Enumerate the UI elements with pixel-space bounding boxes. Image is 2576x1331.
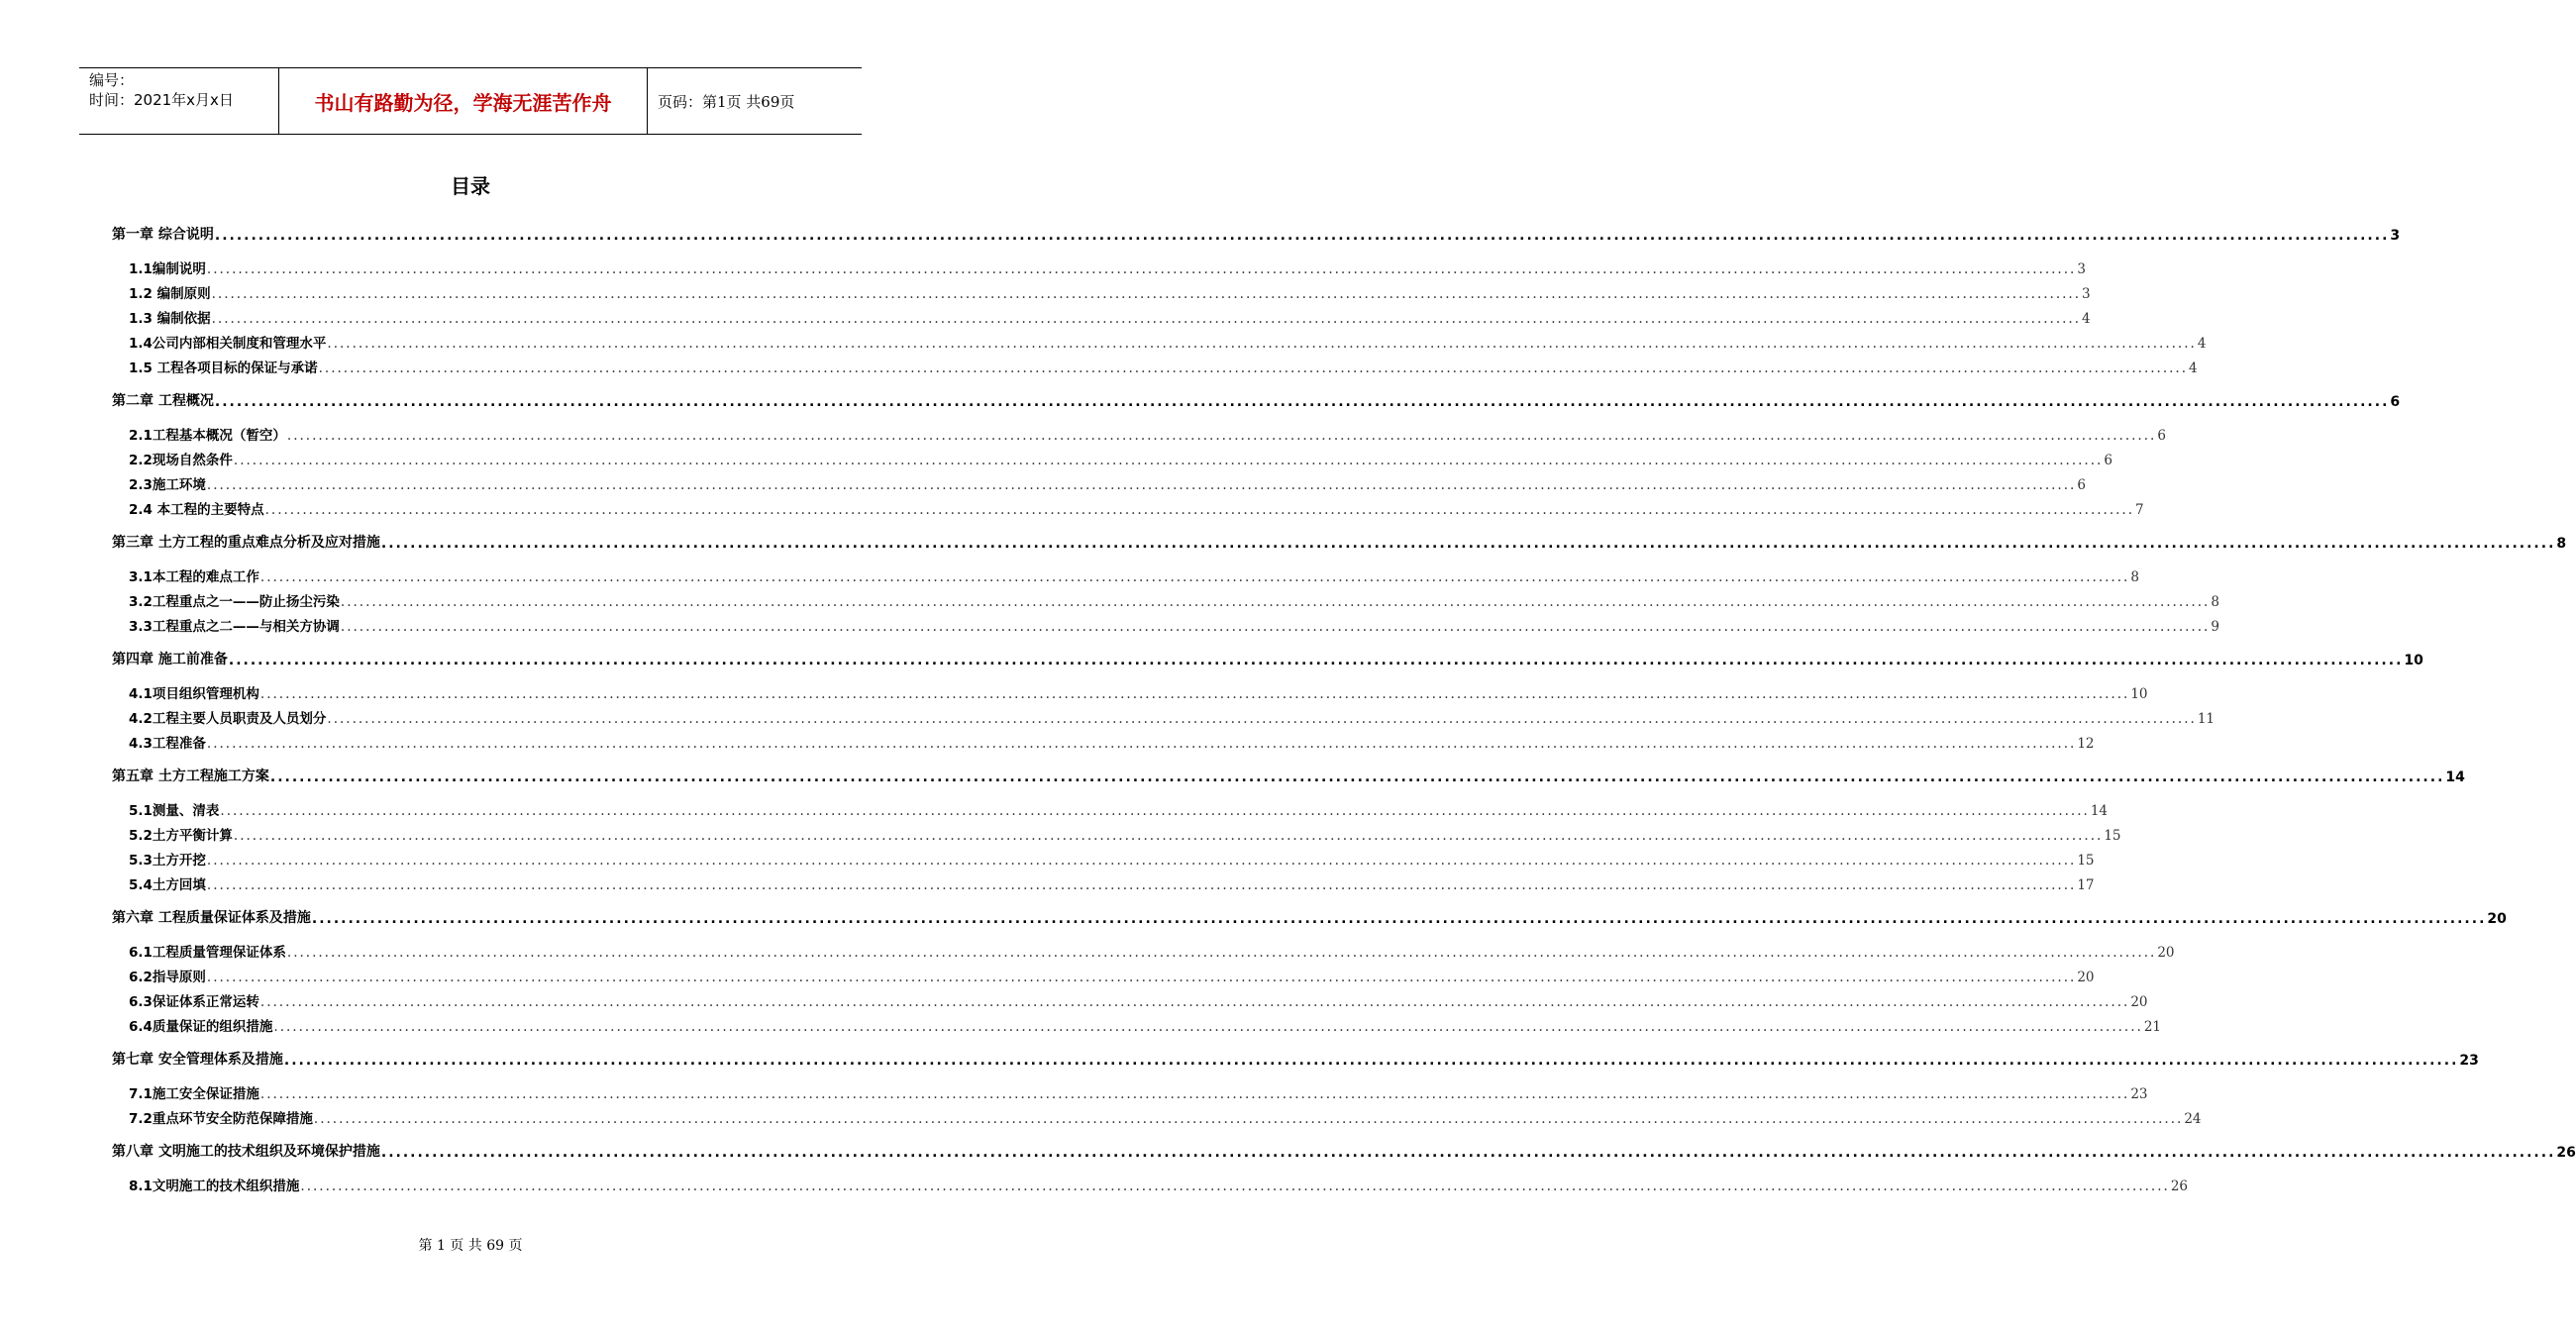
toc-chapter-entry[interactable] <box>112 388 2401 410</box>
toc-entry-page: 9 <box>2211 619 2219 635</box>
toc-entry-label: 6.3保证体系正常运转 <box>129 994 259 1010</box>
toc-entry-page: 20 <box>2077 970 2095 985</box>
toc-entry-page: 12 <box>2077 736 2095 752</box>
toc-entry-page: 21 <box>2143 1019 2161 1035</box>
toc-entry-page: 3 <box>2082 286 2091 302</box>
document-number: 编号： <box>89 71 135 89</box>
toc-leader-dots: ............................................................................................................................................................................................................................................................................................................ <box>233 453 2104 468</box>
toc-section-entry[interactable] <box>112 705 2215 727</box>
toc-entry-page: 20 <box>2157 945 2175 961</box>
toc-leader-dots: ............................................................................................................................................................................................................................................................................................................ <box>259 686 2130 702</box>
toc-leader-dots: ............................................................................................................................................................................................................................................................................................................ <box>283 1053 2459 1069</box>
toc-leader-dots: ............................................................................................................................................................................................................................................................................................................ <box>233 828 2104 844</box>
toc-entry-page: 26 <box>2556 1145 2576 1161</box>
toc-section-entry[interactable] <box>112 422 2166 444</box>
toc-section-entry[interactable] <box>112 1013 2161 1035</box>
toc-section-entry[interactable] <box>112 563 2139 585</box>
toc-section-entry[interactable] <box>112 355 2198 376</box>
toc-section-entry[interactable] <box>112 1080 2148 1102</box>
toc-leader-dots: ............................................................................................................................................................................................................................................................................................................ <box>206 736 2077 752</box>
toc-entry-label: 第一章 综合说明 <box>112 227 214 243</box>
toc-leader-dots: ............................................................................................................................................................................................................................................................................................................ <box>220 803 2090 819</box>
toc-entry-label: 1.3 编制依据 <box>129 311 211 327</box>
page-header <box>79 67 862 135</box>
toc-entry-label: 1.4公司内部相关制度和管理水平 <box>129 336 327 352</box>
document-date: 时间：2021年x月x日 <box>89 91 234 109</box>
toc-leader-dots: ............................................................................................................................................................................................................................................................................................................ <box>206 970 2077 985</box>
toc-entry-label: 6.4质量保证的组织措施 <box>129 1019 273 1035</box>
toc-leader-dots: ............................................................................................................................................................................................................................................................................................................ <box>211 286 2082 302</box>
toc-entry-page: 20 <box>2487 911 2507 927</box>
toc-entry-label: 4.2工程主要人员职责及人员划分 <box>129 711 327 727</box>
toc-entry-page: 3 <box>2077 261 2086 277</box>
toc-chapter-entry[interactable] <box>112 530 2567 552</box>
toc-section-entry[interactable] <box>112 471 2086 493</box>
toc-entry-page: 20 <box>2130 994 2148 1010</box>
toc-section-entry[interactable] <box>112 988 2148 1010</box>
toc-section-entry[interactable] <box>112 680 2148 702</box>
toc-leader-dots: ............................................................................................................................................................................................................................................................................................................ <box>264 502 2135 518</box>
toc-entry-label: 3.2工程重点之一——防止扬尘污染 <box>129 594 340 610</box>
toc-leader-dots: ............................................................................................................................................................................................................................................................................................................ <box>259 1086 2130 1102</box>
toc-entry-label: 8.1文明施工的技术组织措施 <box>129 1178 300 1194</box>
toc-section-entry[interactable] <box>112 822 2121 844</box>
toc-entry-page: 8 <box>2130 569 2139 585</box>
toc-section-entry[interactable] <box>112 964 2095 985</box>
header-page-info: 页码：第1页 共69页 <box>658 92 795 111</box>
toc-entry-label: 2.3施工环境 <box>129 477 206 493</box>
header-motto: 书山有路勤为径，学海无涯苦作舟 <box>279 68 648 134</box>
toc-entry-page: 23 <box>2459 1053 2479 1069</box>
toc-entry-label: 1.5 工程各项目标的保证与承诺 <box>129 360 318 376</box>
toc-section-entry[interactable] <box>112 588 2219 610</box>
toc-entry-label: 3.3工程重点之二——与相关方协调 <box>129 619 340 635</box>
toc-entry-page: 6 <box>2104 453 2112 468</box>
toc-entry-label: 第八章 文明施工的技术组织及环境保护措施 <box>112 1144 380 1160</box>
toc-entry-page: 7 <box>2135 502 2144 518</box>
toc-leader-dots: ............................................................................................................................................................................................................................................................................................................ <box>206 261 2077 277</box>
toc-entry-page: 10 <box>2404 653 2423 668</box>
toc-entry-label: 第二章 工程概况 <box>112 393 214 409</box>
toc-title: 目录 <box>451 174 490 198</box>
toc-entry-label: 第六章 工程质量保证体系及措施 <box>112 910 311 926</box>
toc-leader-dots: ............................................................................................................................................................................................................................................................................................................ <box>206 477 2077 493</box>
toc-entry-label: 3.1本工程的难点工作 <box>129 569 259 585</box>
toc-section-entry[interactable] <box>112 613 2219 635</box>
toc-leader-dots: ............................................................................................................................................................................................................................................................................................................ <box>214 228 2390 244</box>
toc-section-entry[interactable] <box>112 730 2095 752</box>
toc-entry-label: 第七章 安全管理体系及措施 <box>112 1052 283 1068</box>
toc-entry-page: 17 <box>2077 877 2095 893</box>
toc-entry-label: 5.2土方平衡计算 <box>129 828 233 844</box>
toc-entry-page: 23 <box>2130 1086 2148 1102</box>
toc-entry-label: 第四章 施工前准备 <box>112 652 228 667</box>
toc-entry-page: 4 <box>2082 311 2091 327</box>
toc-section-entry[interactable] <box>112 797 2108 819</box>
toc-entry-page: 11 <box>2197 711 2215 727</box>
toc-entry-label: 5.1测量、清表 <box>129 803 220 819</box>
toc-leader-dots: ............................................................................................................................................................................................................................................................................................................ <box>300 1178 2170 1194</box>
toc-entry-label: 5.3土方开挖 <box>129 853 206 869</box>
toc-section-entry[interactable] <box>112 447 2112 468</box>
header-meta <box>79 68 279 134</box>
toc-entry-page: 6 <box>2390 394 2401 410</box>
toc-leader-dots: ............................................................................................................................................................................................................................................................................................................ <box>313 1111 2184 1127</box>
toc-leader-dots: ............................................................................................................................................................................................................................................................................................................ <box>211 311 2082 327</box>
toc-leader-dots: ............................................................................................................................................................................................................................................................................................................ <box>327 336 2197 352</box>
toc-section-entry[interactable] <box>112 1173 2188 1194</box>
toc-leader-dots: ............................................................................................................................................................................................................................................................................................................ <box>340 594 2211 610</box>
toc-entry-page: 8 <box>2211 594 2219 610</box>
toc-entry-page: 10 <box>2130 686 2148 702</box>
toc-entry-page: 6 <box>2157 428 2166 444</box>
toc-entry-page: 6 <box>2077 477 2086 493</box>
toc-leader-dots: ............................................................................................................................................................................................................................................................................................................ <box>286 945 2157 961</box>
toc-leader-dots: ............................................................................................................................................................................................................................................................................................................ <box>327 711 2197 727</box>
toc-entry-page: 14 <box>2090 803 2108 819</box>
page-footer: 第 1 页 共 69 页 <box>418 1238 523 1254</box>
toc-leader-dots: ............................................................................................................................................................................................................................................................................................................ <box>318 360 2189 376</box>
toc-section-entry[interactable] <box>112 496 2144 518</box>
toc-leader-dots: ............................................................................................................................................................................................................................................................................................................ <box>273 1019 2143 1035</box>
toc-entry-label: 6.2指导原则 <box>129 970 206 985</box>
toc-entry-label: 1.2 编制原则 <box>129 286 211 302</box>
toc-entry-page: 4 <box>2197 336 2207 352</box>
toc-chapter-entry[interactable] <box>112 222 2401 244</box>
toc-entry-label: 2.4 本工程的主要特点 <box>129 502 264 518</box>
toc-leader-dots: ............................................................................................................................................................................................................................................................................................................ <box>380 1145 2556 1161</box>
toc-section-entry[interactable] <box>112 280 2091 302</box>
toc-leader-dots: ............................................................................................................................................................................................................................................................................................................ <box>228 653 2404 668</box>
toc-section-entry[interactable] <box>112 256 2086 277</box>
toc-entry-label: 4.3工程准备 <box>129 736 206 752</box>
toc-chapter-entry[interactable] <box>112 647 2423 668</box>
toc-section-entry[interactable] <box>112 305 2091 327</box>
toc-section-entry[interactable] <box>112 847 2095 869</box>
toc-entry-page: 4 <box>2189 360 2198 376</box>
toc-entry-page: 14 <box>2445 769 2465 785</box>
toc-entry-label: 1.1编制说明 <box>129 261 206 277</box>
toc-leader-dots: ............................................................................................................................................................................................................................................................................................................ <box>206 877 2077 893</box>
toc-leader-dots: ............................................................................................................................................................................................................................................................................................................ <box>380 536 2556 552</box>
toc-leader-dots: ............................................................................................................................................................................................................................................................................................................ <box>311 911 2487 927</box>
toc-entry-label: 2.2现场自然条件 <box>129 453 233 468</box>
toc-entry-label: 4.1项目组织管理机构 <box>129 686 259 702</box>
toc-chapter-entry[interactable] <box>112 905 2507 927</box>
toc-entry-page: 3 <box>2390 228 2401 244</box>
toc-entry-page: 15 <box>2104 828 2121 844</box>
toc-chapter-entry[interactable] <box>112 1139 2576 1161</box>
toc-entry-label: 7.1施工安全保证措施 <box>129 1086 259 1102</box>
toc-leader-dots: ............................................................................................................................................................................................................................................................................................................ <box>286 428 2157 444</box>
toc-entry-label: 第五章 土方工程施工方案 <box>112 768 269 784</box>
toc-leader-dots: ............................................................................................................................................................................................................................................................................................................ <box>340 619 2211 635</box>
toc-entry-label: 第三章 土方工程的重点难点分析及应对措施 <box>112 535 380 551</box>
toc-section-entry[interactable] <box>112 1105 2202 1127</box>
toc-section-entry[interactable] <box>112 871 2095 893</box>
toc-leader-dots: ............................................................................................................................................................................................................................................................................................................ <box>214 394 2390 410</box>
toc-leader-dots: ............................................................................................................................................................................................................................................................................................................ <box>259 994 2130 1010</box>
toc-entry-label: 5.4土方回填 <box>129 877 206 893</box>
toc-section-entry[interactable] <box>112 330 2207 352</box>
toc-leader-dots: ............................................................................................................................................................................................................................................................................................................ <box>206 853 2077 869</box>
toc-entry-page: 15 <box>2077 853 2095 869</box>
toc-entry-page: 24 <box>2184 1111 2202 1127</box>
toc-leader-dots: ............................................................................................................................................................................................................................................................................................................ <box>259 569 2130 585</box>
toc-entry-label: 6.1工程质量管理保证体系 <box>129 945 286 961</box>
toc-entry-label: 7.2重点环节安全防范保障措施 <box>129 1111 313 1127</box>
toc-chapter-entry[interactable] <box>112 764 2465 785</box>
toc-leader-dots: ............................................................................................................................................................................................................................................................................................................ <box>269 769 2445 785</box>
toc-section-entry[interactable] <box>112 939 2175 961</box>
toc-entry-page: 8 <box>2556 536 2567 552</box>
toc-entry-page: 26 <box>2170 1178 2188 1194</box>
toc-entry-label: 2.1工程基本概况（暂空） <box>129 428 286 444</box>
toc-chapter-entry[interactable] <box>112 1047 2479 1069</box>
